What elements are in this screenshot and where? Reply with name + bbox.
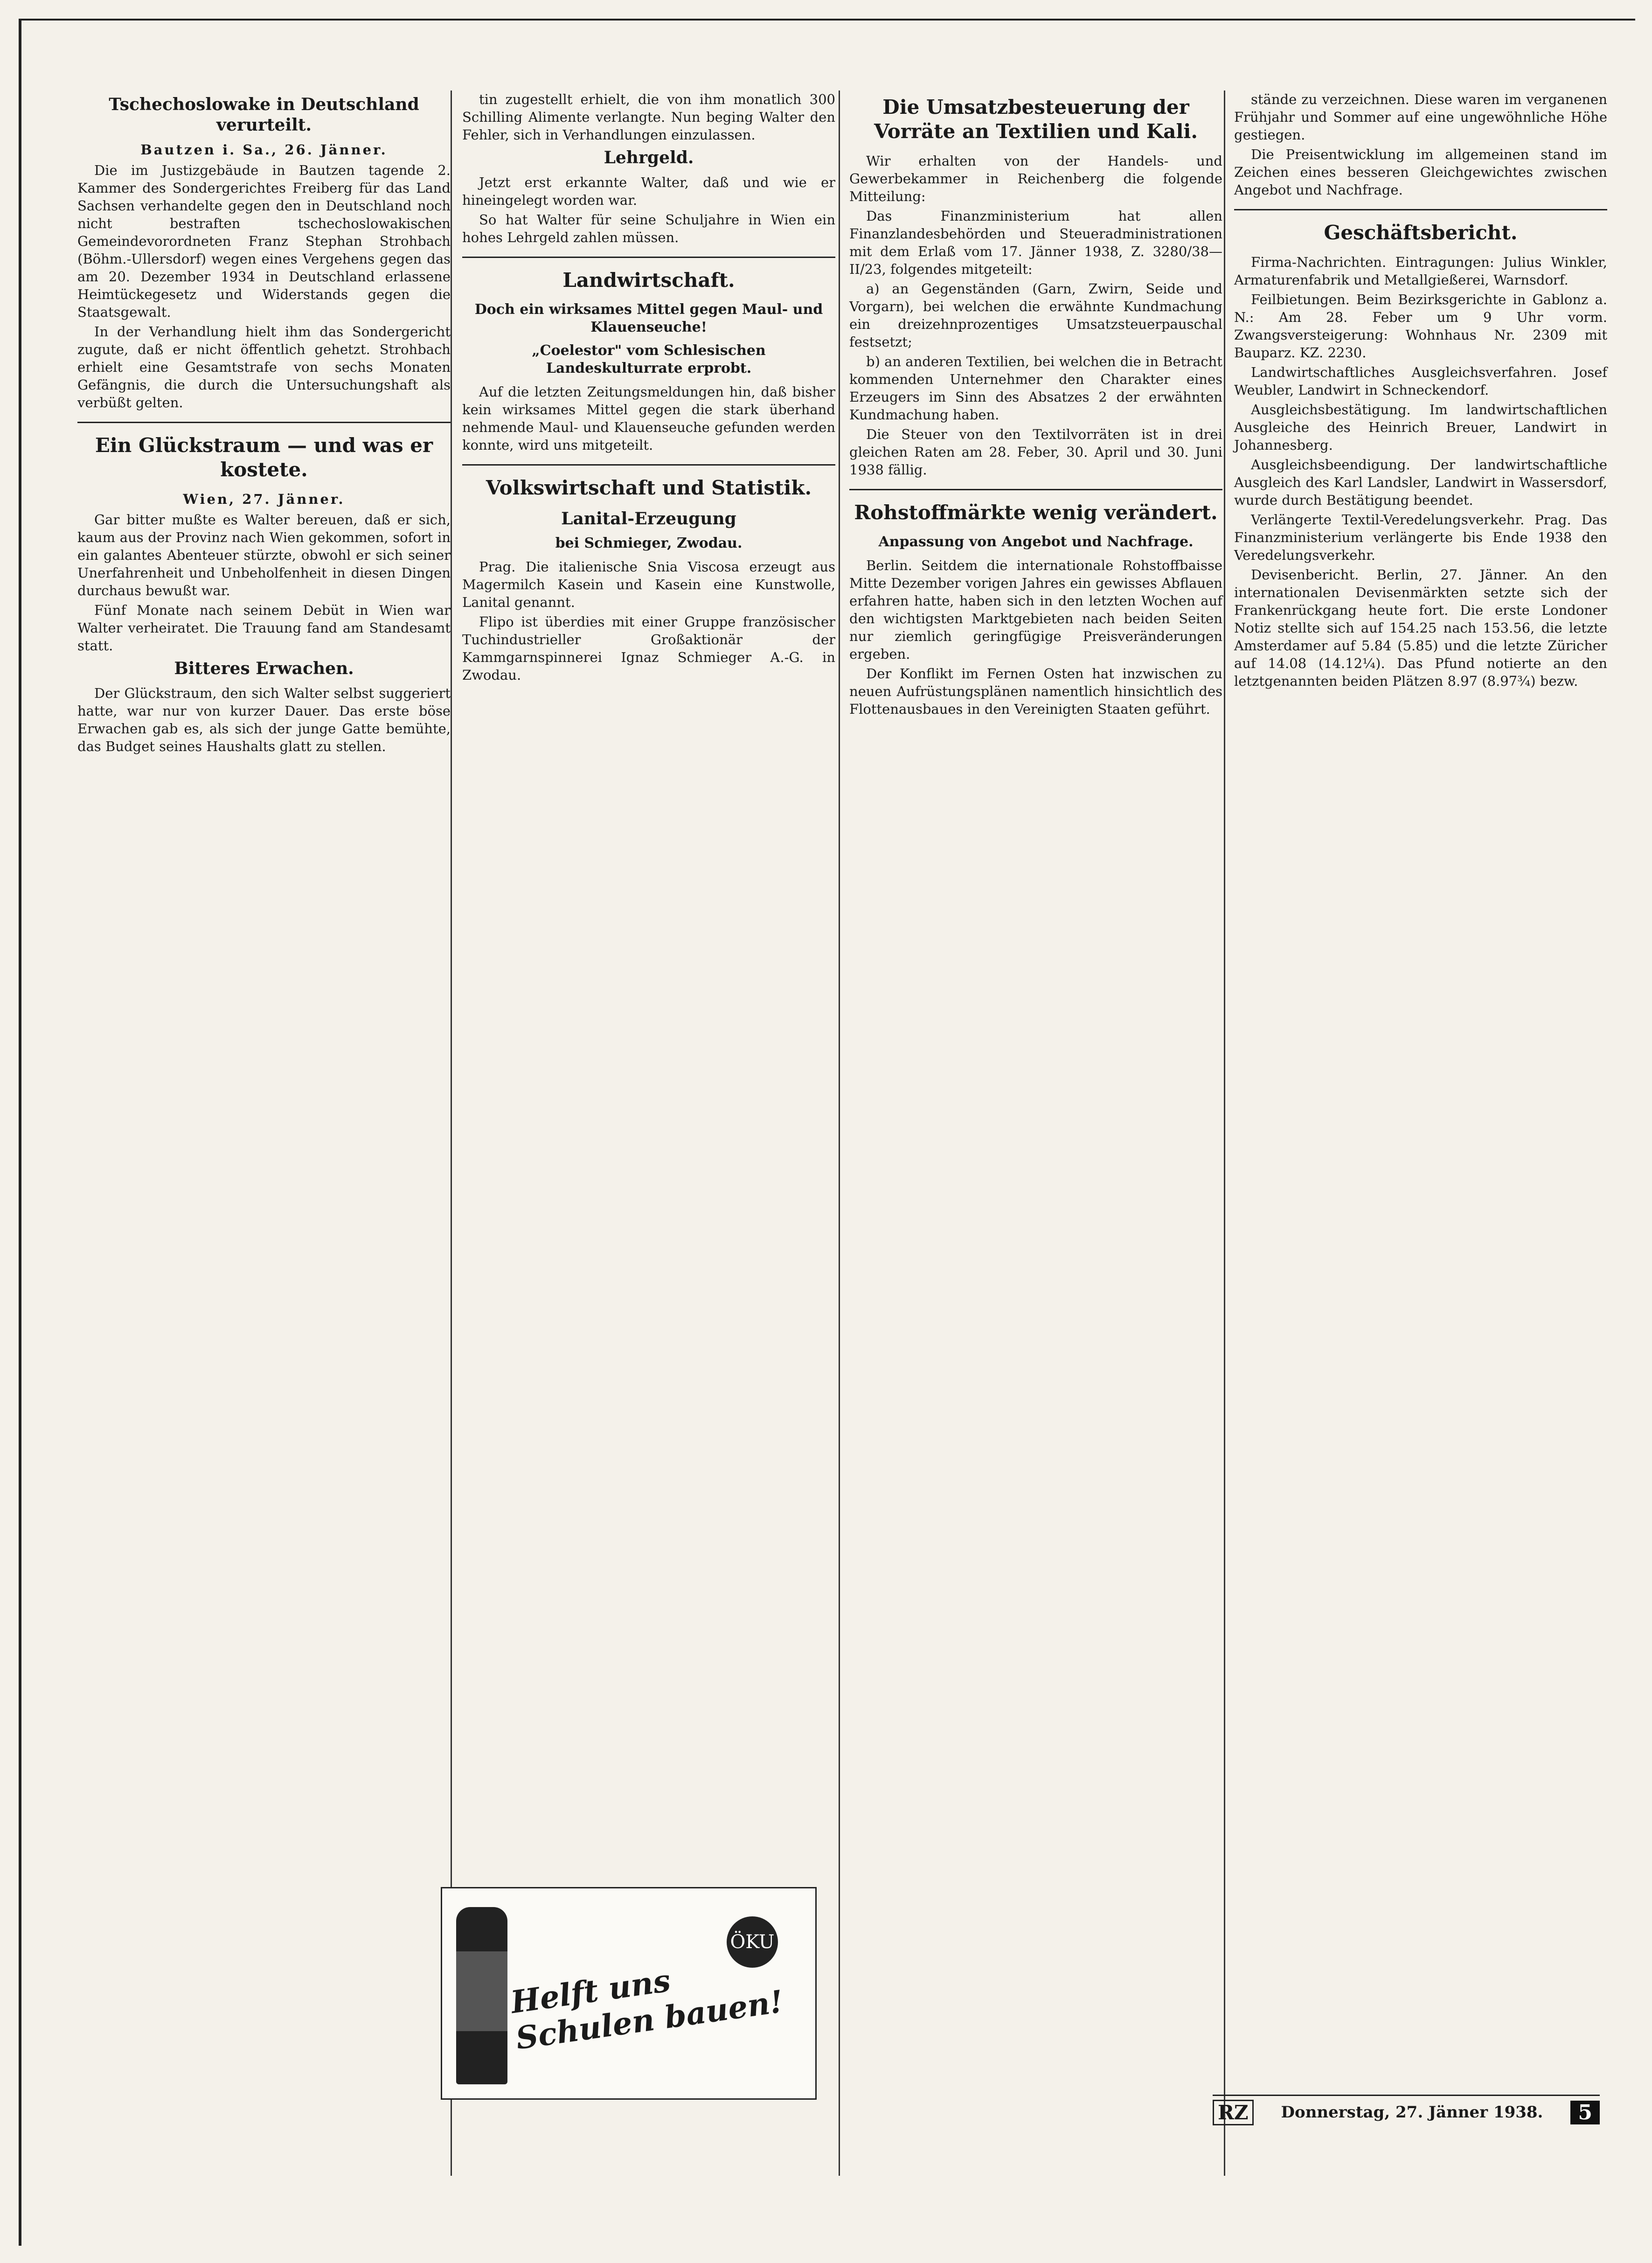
column-1: [77, 91, 451, 757]
page-footer: [1213, 2095, 1600, 2129]
paragraph: Jetzt erst erkannte Walter, daß und wie er hineingelegt worden war.: [462, 174, 835, 208]
paragraph: Die im Justizgebäude in Bautzen tagende 2. Kammer des Sondergerichtes Freiberg für das Land Sachsen verhandelte gegen den in Deutschland noch nicht bestraften tschechoslowakischen Gemeindevorordneten Franz Stephan Strohbach (Böhm.-Ullersdorf) wegen eines Vergehens gegen das am 20. Dezember 1934 in Deutschland erlassene Heimtückegesetz und Widerstands gegen die Staatsgewalt.: [77, 162, 451, 320]
article-headline: Die Umsatzbesteuerung der Vorräte an Textilien und Kali.: [874, 96, 1198, 143]
section-headline: Volkswirtschaft und Statistik.: [486, 476, 812, 499]
column-rule: [839, 91, 840, 2176]
column-4: [1234, 91, 1607, 692]
newspaper-page: [19, 19, 1635, 2246]
paragraph: stände zu verzeichnen. Diese waren im verganenen Frühjahr und Sommer auf eine ungewöhnliche Höhe gestiegen.: [1234, 91, 1607, 143]
paragraph: tin zugestellt erhielt, die von ihm monatlich 300 Schilling Alimente verlangte. Nun beging Walter den Fehler, sich in Verhandlungen einzulassen.: [462, 91, 835, 143]
paragraph: Devisenbericht. Berlin, 27. Jänner. An den internationalen Devisenmärkten setzte sich der Frankenrückgang heute fort. Die erste Londoner Notiz stellte sich auf 154.25 nach 153.56, die letzte Amsterdamer auf 5.84 (5.85) und die letzte Züricher auf 14.08 (14.12¼). Das Pfund notierte an den letztgenannten beiden Plätzen 8.97 (8.97¾) bezw.: [1234, 567, 1607, 689]
article-headline: Ein Glückstraum — und was er kostete.: [95, 434, 433, 481]
paragraph: Auf die letzten Zeitungsmeldungen hin, daß bisher kein wirksames Mittel gegen die stark überhand nehmende Maul- und Klauenseuche gefunden werden konnte, wird uns mitgeteilt.: [462, 384, 835, 453]
column-rule: [451, 91, 452, 2176]
paragraph: Ausgleichsbestätigung. Im landwirtschaftlichen Ausgleiche des Heinrich Breuer, Landwirt in Johannesberg.: [1234, 402, 1607, 453]
separator: [462, 464, 835, 466]
paragraph: Flipo ist überdies mit einer Gruppe französischer Tuchindustrieller Großaktionär der Kammgarnspinnerei Ignaz Schmieger A.-G. in Zwodau.: [462, 614, 835, 683]
article-subheadline: bei Schmieger, Zwodau.: [555, 535, 743, 551]
article-headline: Lanital-Erzeugung: [561, 509, 736, 529]
separator: [77, 422, 451, 423]
column-3: [849, 91, 1222, 720]
section-subhead: Bitteres Erwachen.: [174, 659, 354, 678]
article-headline: Doch ein wirksames Mittel gegen Maul- und Klauenseuche!: [474, 301, 823, 335]
advertisement-banner: [441, 1887, 817, 2100]
section-headline: Geschäftsbericht.: [1324, 221, 1518, 244]
page-number: 5: [1570, 2101, 1600, 2124]
paragraph: Wir erhalten von der Handels- und Gewerbekammer in Reichenberg die folgende Mitteilung:: [849, 153, 1222, 204]
paragraph: Der Glückstraum, den sich Walter selbst suggeriert hatte, war nur von kurzer Dauer. Das erste böse Erwachen gab es, als sich der junge Gatte bemühte, das Budget seines Haushalts glatt zu stellen.: [77, 685, 451, 754]
logo-icon: ÖKU: [727, 1916, 778, 1968]
paragraph: Landwirtschaftliches Ausgleichsverfahren. Josef Weubler, Landwirt in Schneckendorf.: [1234, 364, 1607, 398]
newspaper-logo: RZ: [1213, 2100, 1254, 2125]
paragraph: a) an Gegenständen (Garn, Zwirn, Seide und Vorgarn), bei welchen die erwähnte Kundmachung ein dreizehnprozentiges Umsatzsteuerpauschal festsetzt;: [849, 281, 1222, 350]
paragraph: Das Finanzministerium hat allen Finanzlandesbehörden und Steueradministrationen mit dem Erlaß vom 17. Jänner 1938, Z. 3280/38—II/23, folgendes mitgeteilt:: [849, 208, 1222, 277]
paragraph: Fünf Monate nach seinem Debüt in Wien war Walter verheiratet. Die Trauung fand am Standesamt statt.: [77, 602, 451, 654]
paragraph: In der Verhandlung hielt ihm das Sondergericht zugute, daß er nicht öffentlich gehetzt. Strohbach erhielt eine Gesamtstrafe von sechs Monaten Gefängnis, die durch die Untersuchungshaft als verbüßt gelten.: [77, 324, 451, 411]
paragraph: b) an anderen Textilien, bei welchen die in Betracht kommenden Unternehmer den Charakter eines Erzeugers im Sinn des Absatzes 2 der erwähnten Kundmachung haben.: [849, 354, 1222, 423]
issue-date: Donnerstag, 27. Jänner 1938.: [1281, 2103, 1543, 2122]
paragraph: Prag. Die italienische Snia Viscosa erzeugt aus Magermilch Kasein und Kasein eine Kunstwolle, Lanital genannt.: [462, 559, 835, 610]
section-headline: Landwirtschaft.: [562, 269, 735, 292]
separator: [849, 489, 1222, 490]
banner-slogan: Helft uns Schulen bauen!: [508, 1962, 786, 2057]
article-subheadline: Anpassung von Angebot und Nachfrage.: [878, 534, 1194, 550]
article-headline: Tschechoslowake in Deutschland verurteilt.: [109, 95, 419, 135]
separator: [462, 257, 835, 258]
paragraph: So hat Walter für seine Schuljahre in Wien ein hohes Lehrgeld zahlen müssen.: [462, 212, 835, 245]
column-rule: [1224, 91, 1225, 2176]
paragraph: Ausgleichsbeendigung. Der landwirtschaftliche Ausgleich des Karl Landsler, Landwirt in Wassersdorf, wurde durch Bestätigung beendet.: [1234, 457, 1607, 508]
paragraph: Die Steuer von den Textilvorräten ist in drei gleichen Raten am 28. Feber, 30. April und 30. Juni 1938 fällig.: [849, 426, 1222, 478]
article-subheadline: „Coelestor" vom Schlesischen Landeskulturrate erprobt.: [532, 342, 766, 376]
paragraph: Die Preisentwicklung im allgemeinen stand im Zeichen eines besseren Gleichgewichtes zwischen Angebot und Nachfrage.: [1234, 146, 1607, 198]
section-subhead: Lehrgeld.: [604, 148, 694, 167]
figure-illustration: [456, 1907, 507, 2084]
article-headline: Rohstoffmärkte wenig verändert.: [854, 501, 1218, 524]
paragraph: Verlängerte Textil-Veredelungsverkehr. Prag. Das Finanzministerium verlängerte bis Ende 1938 den Veredelungsverkehr.: [1234, 512, 1607, 563]
paragraph: Gar bitter mußte es Walter bereuen, daß er sich, kaum aus der Provinz nach Wien gekommen, sofort in ein galantes Abenteuer stürzte, obwohl er sich seiner Unerfahrenheit und Unbeholfenheit in diesen Dingen durchaus bewußt war.: [77, 512, 451, 599]
column-2: [462, 91, 835, 686]
paragraph: Feilbietungen. Beim Bezirksgerichte in Gablonz a. N.: Am 28. Feber um 9 Uhr vorm. Zwangsversteigerung: Wohnhaus Nr. 2309 mit Bauparz. KZ. 2230.: [1234, 292, 1607, 361]
dateline: Bautzen i. Sa., 26. Jänner.: [140, 142, 388, 158]
paragraph: Firma-Nachrichten. Eintragungen: Julius Winkler, Armaturenfabrik und Metallgießerei, Warnsdorf.: [1234, 254, 1607, 288]
paragraph: Der Konflikt im Fernen Osten hat inzwischen zu neuen Aufrüstungsplänen namentlich hinsichtlich des Flottenausbaues in den Vereinigten Staaten geführt.: [849, 666, 1222, 717]
dateline: Wien, 27. Jänner.: [183, 491, 345, 507]
paragraph: Berlin. Seitdem die internationale Rohstoffbaisse Mitte Dezember vorigen Jahres ein gewisses Abflauen erfahren hatte, haben sich in den letzten Wochen auf den wichtigsten Marktgebieten nach beiden Seiten nur ziemlich geringfügige Preisveränderungen ergeben.: [849, 557, 1222, 662]
separator: [1234, 209, 1607, 210]
